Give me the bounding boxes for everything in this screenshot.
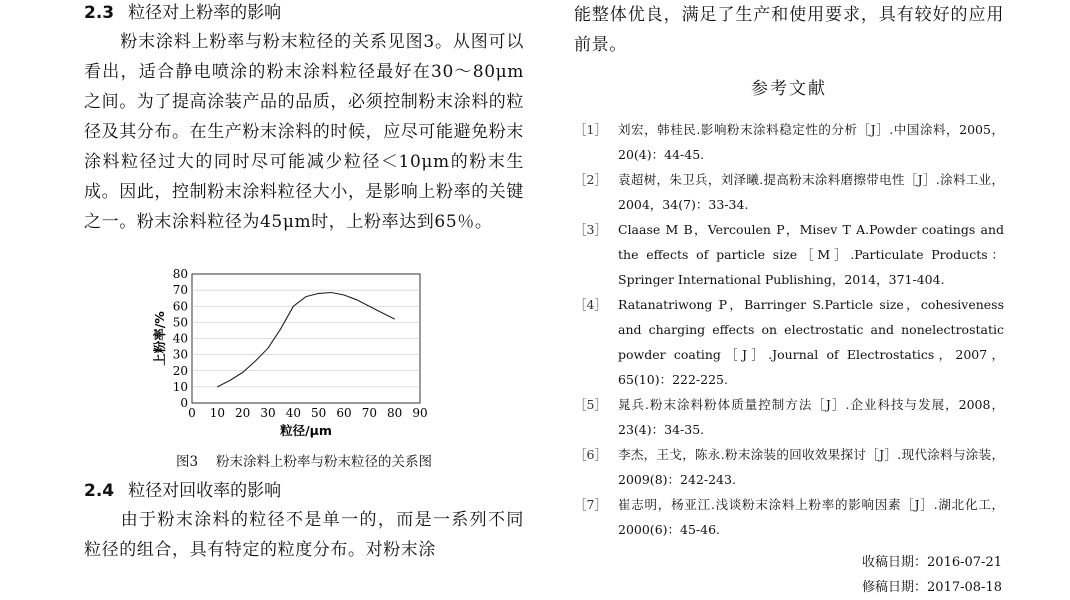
received-date: 收稿日期：2016-07-21 bbox=[862, 555, 1002, 570]
revised-date: 修稿日期：2017-08-18 bbox=[862, 580, 1002, 595]
y-tick-label: 80 bbox=[172, 267, 188, 281]
x-tick-label: 20 bbox=[235, 406, 251, 420]
x-tick-label: 80 bbox=[387, 406, 403, 420]
reference-text: 李杰，王戈，陈永.粉末涂装的回收效果探讨［J］.现代涂料与涂装，2009(8)：242-243. bbox=[618, 447, 1004, 487]
reference-number: ［5］ bbox=[574, 397, 607, 412]
reference-number: ［2］ bbox=[574, 172, 607, 187]
reference-text: Ratanatriwong P，Barringer S.Particle size，cohesiveness and charging effects on electrostatic and nonelectrostatic powder coating［J］.Journal of Electrostatics，2007，65(10)：222-225. bbox=[618, 297, 1004, 387]
y-tick-label: 30 bbox=[172, 347, 188, 362]
section-heading bbox=[84, 478, 524, 505]
section-number: 2.4 bbox=[84, 481, 115, 501]
paragraph bbox=[84, 27, 524, 259]
reference-list bbox=[574, 117, 1004, 542]
y-tick-label: 60 bbox=[172, 299, 188, 314]
y-tick-label: 20 bbox=[172, 363, 188, 378]
paragraph-text: 由于粉末涂料的粒径不是单一的，而是一系列不同粒径的组合，具有特定的粒度分布。对粉末涂 bbox=[84, 510, 524, 560]
reference-number: ［1］ bbox=[574, 122, 607, 137]
reference-number: ［7］ bbox=[574, 497, 607, 512]
section-title: 粒径对上粉率的影响 bbox=[128, 3, 282, 23]
figure-caption-text: 粉末涂料上粉率与粉末粒径的关系图 bbox=[216, 454, 433, 470]
section-heading bbox=[84, 0, 524, 27]
left-column bbox=[84, 0, 524, 259]
section-title: 粒径对回收率的影响 bbox=[128, 481, 282, 501]
paragraph-continued: 能整体优良，满足了生产和使用要求，具有较好的应用前景。 bbox=[574, 5, 1004, 55]
line-chart bbox=[84, 262, 524, 472]
figure-number: 图3 bbox=[175, 454, 199, 470]
y-tick-label: 40 bbox=[172, 331, 188, 346]
reference-item bbox=[574, 492, 1004, 542]
left-column-lower bbox=[84, 478, 524, 567]
x-tick-label: 0 bbox=[188, 406, 196, 420]
reference-item bbox=[574, 117, 1004, 167]
reference-item bbox=[574, 392, 1004, 442]
reference-item bbox=[574, 167, 1004, 217]
x-tick-label: 50 bbox=[311, 406, 327, 420]
x-tick-label: 10 bbox=[209, 406, 225, 420]
reference-text: 崔志明，杨亚江.浅谈粉末涂料上粉率的影响因素［J］.湖北化工，2000(6)：45-46. bbox=[618, 497, 1004, 537]
reference-number: ［4］ bbox=[574, 297, 607, 312]
x-axis-label: 粒径/μm bbox=[280, 423, 332, 438]
x-tick-label: 30 bbox=[260, 406, 276, 420]
reference-item bbox=[574, 442, 1004, 492]
figure-caption bbox=[84, 450, 524, 470]
y-tick-label: 50 bbox=[172, 315, 188, 330]
right-column bbox=[574, 0, 1004, 600]
x-tick-label: 40 bbox=[285, 406, 301, 420]
section-number: 2.3 bbox=[84, 3, 115, 23]
reference-text: 刘宏，韩桂民.影响粉末涂料稳定性的分析［J］.中国涂料，2005，20(4)：44-45. bbox=[618, 122, 1004, 162]
x-tick-label: 60 bbox=[336, 406, 352, 420]
reference-text: Claase M B，Vercoulen P，Misev T A.Powder coatings and the effects of particle size［M］.Particulate Products：Springer International Publishing，2014，371-404. bbox=[618, 222, 1004, 287]
paragraph bbox=[84, 505, 524, 567]
series-line bbox=[217, 293, 394, 387]
paragraph-text: 粉末涂料上粉率与粉末粒径的关系见图3。从图可以看出，适合静电喷涂的粉末涂料粒径最好在30～80μm之间。为了提高涂装产品的品质，必须控制粉末涂料的粒径及其分布。在生产粉末涂料的时候，应尽可能避免粉末涂料粒径过大的同时尽可能减少粒径＜10μm的粉末生成。因此，控制粉末涂料粒径大小，是影响上粉率的关键之一。粉末涂料粒径为45μm时，上粉率达到65％。 bbox=[84, 32, 524, 232]
x-tick-label: 70 bbox=[361, 406, 377, 420]
y-tick-label: 0 bbox=[180, 396, 188, 410]
reference-text: 袁超树，朱卫兵，刘泽曦.提高粉末涂料磨擦带电性［J］.涂料工业，2004，34(7)：33-34. bbox=[618, 172, 1004, 212]
y-tick-label: 70 bbox=[172, 283, 188, 298]
references-heading: 参考文献 bbox=[751, 79, 827, 99]
reference-number: ［6］ bbox=[574, 447, 607, 462]
reference-item bbox=[574, 292, 1004, 392]
reference-item bbox=[574, 217, 1004, 292]
reference-text: 晁兵.粉末涂料粉体质量控制方法［J］.企业科技与发展，2008，23(4)：34-35. bbox=[618, 397, 1004, 437]
x-tick-label: 90 bbox=[412, 406, 428, 420]
y-axis-label: 上粉率/% bbox=[152, 311, 167, 366]
y-tick-label: 10 bbox=[172, 379, 188, 394]
reference-number: ［3］ bbox=[574, 222, 607, 237]
